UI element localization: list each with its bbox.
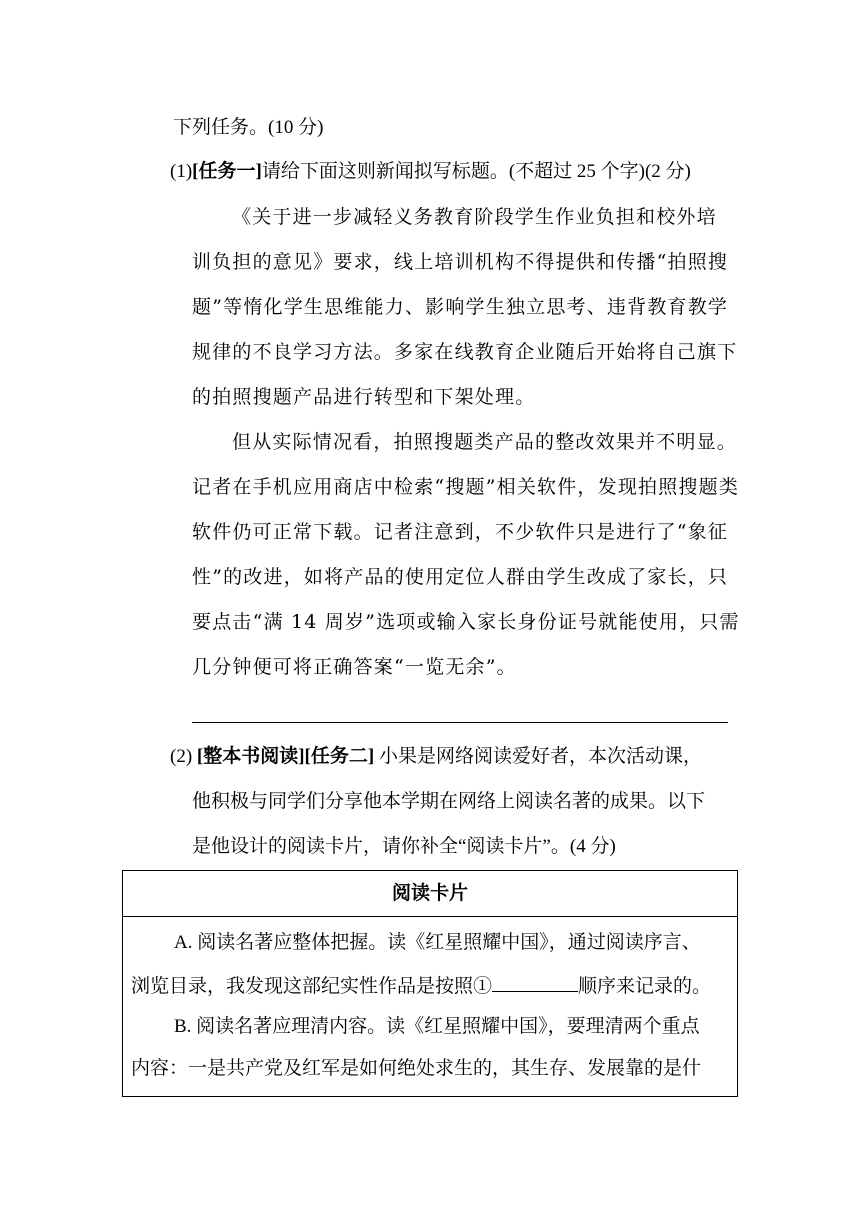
- task2-number: (2): [170, 746, 197, 767]
- task2-line-2: 他积极与同学们分享他本学期在网络上阅读名著的成果。以下: [192, 791, 706, 812]
- card-item-a-text-post: 顺序来记录的。: [578, 976, 712, 997]
- news-line-11: 几分钟便可将正确答案“一览无余”。: [192, 656, 517, 678]
- title-answer-line[interactable]: [192, 722, 728, 723]
- news-line-3: 题”等惰化学生思维能力、影响学生独立思考、违背教育教学: [192, 296, 729, 318]
- task2-line-1: [170, 745, 702, 769]
- task1-heading: [170, 160, 691, 184]
- task2-text-1: 小果是网络阅读爱好者，本次活动课，: [374, 746, 702, 767]
- intro-text: 下列任务。(10 分): [173, 117, 324, 138]
- task1-number: (1): [170, 161, 193, 182]
- news-line-2: 训负担的意见》要求，线上培训机构不得提供和传播“拍照搜: [192, 251, 729, 273]
- news-line-8: 软件仍可正常下载。记者注意到，不少软件只是进行了“象征: [192, 521, 729, 543]
- card-item-a-line-1: A. 阅读名著应整体把握。读《红星照耀中国》，通过阅读序言、: [174, 932, 701, 953]
- news-line-5: 的拍照搜题产品进行转型和下架处理。: [192, 386, 536, 408]
- news-line-1: 《关于进一步减轻义务教育阶段学生作业负担和校外培: [232, 206, 717, 228]
- card-item-b-line-1: B. 阅读名著应理清内容。读《红星照耀中国》，要理清两个重点: [174, 1016, 700, 1037]
- news-line-7: 记者在手机应用商店中检索“搜题”相关软件，发现拍照搜题类: [192, 476, 740, 498]
- task1-tag: [任务一]: [192, 161, 262, 182]
- news-line-10: 要点击“满 14 周岁”选项或输入家长身份证号就能使用，只需: [192, 611, 740, 633]
- news-line-4: 规律的不良学习方法。多家在线教育企业随后开始将自己旗下: [192, 341, 738, 363]
- news-line-6: 但从实际情况看，拍照搜题类产品的整改效果并不明显。: [232, 431, 738, 453]
- reading-card: [122, 870, 738, 1097]
- task2-tag: [整本书阅读][任务二]: [196, 746, 375, 767]
- card-answer-blank-1[interactable]: [492, 973, 578, 992]
- card-item-a-line-2: [131, 973, 711, 999]
- task2-line-3: 是他设计的阅读卡片，请你补全“阅读卡片”。(4 分): [192, 836, 616, 857]
- task1-instruction: 请给下面这则新闻拟写标题。(不超过 25 个字)(2 分): [261, 161, 691, 182]
- reading-card-title: 阅读卡片: [123, 871, 737, 917]
- news-line-9: 性”的改进，如将产品的使用定位人群由学生改成了家长，只: [192, 566, 729, 588]
- card-item-a-text-pre: 浏览目录，我发现这部纪实性作品是按照①: [131, 976, 493, 997]
- card-item-b-line-2: 内容：一是共产党及红军是如何绝处求生的，其生存、发展靠的是什: [131, 1058, 702, 1079]
